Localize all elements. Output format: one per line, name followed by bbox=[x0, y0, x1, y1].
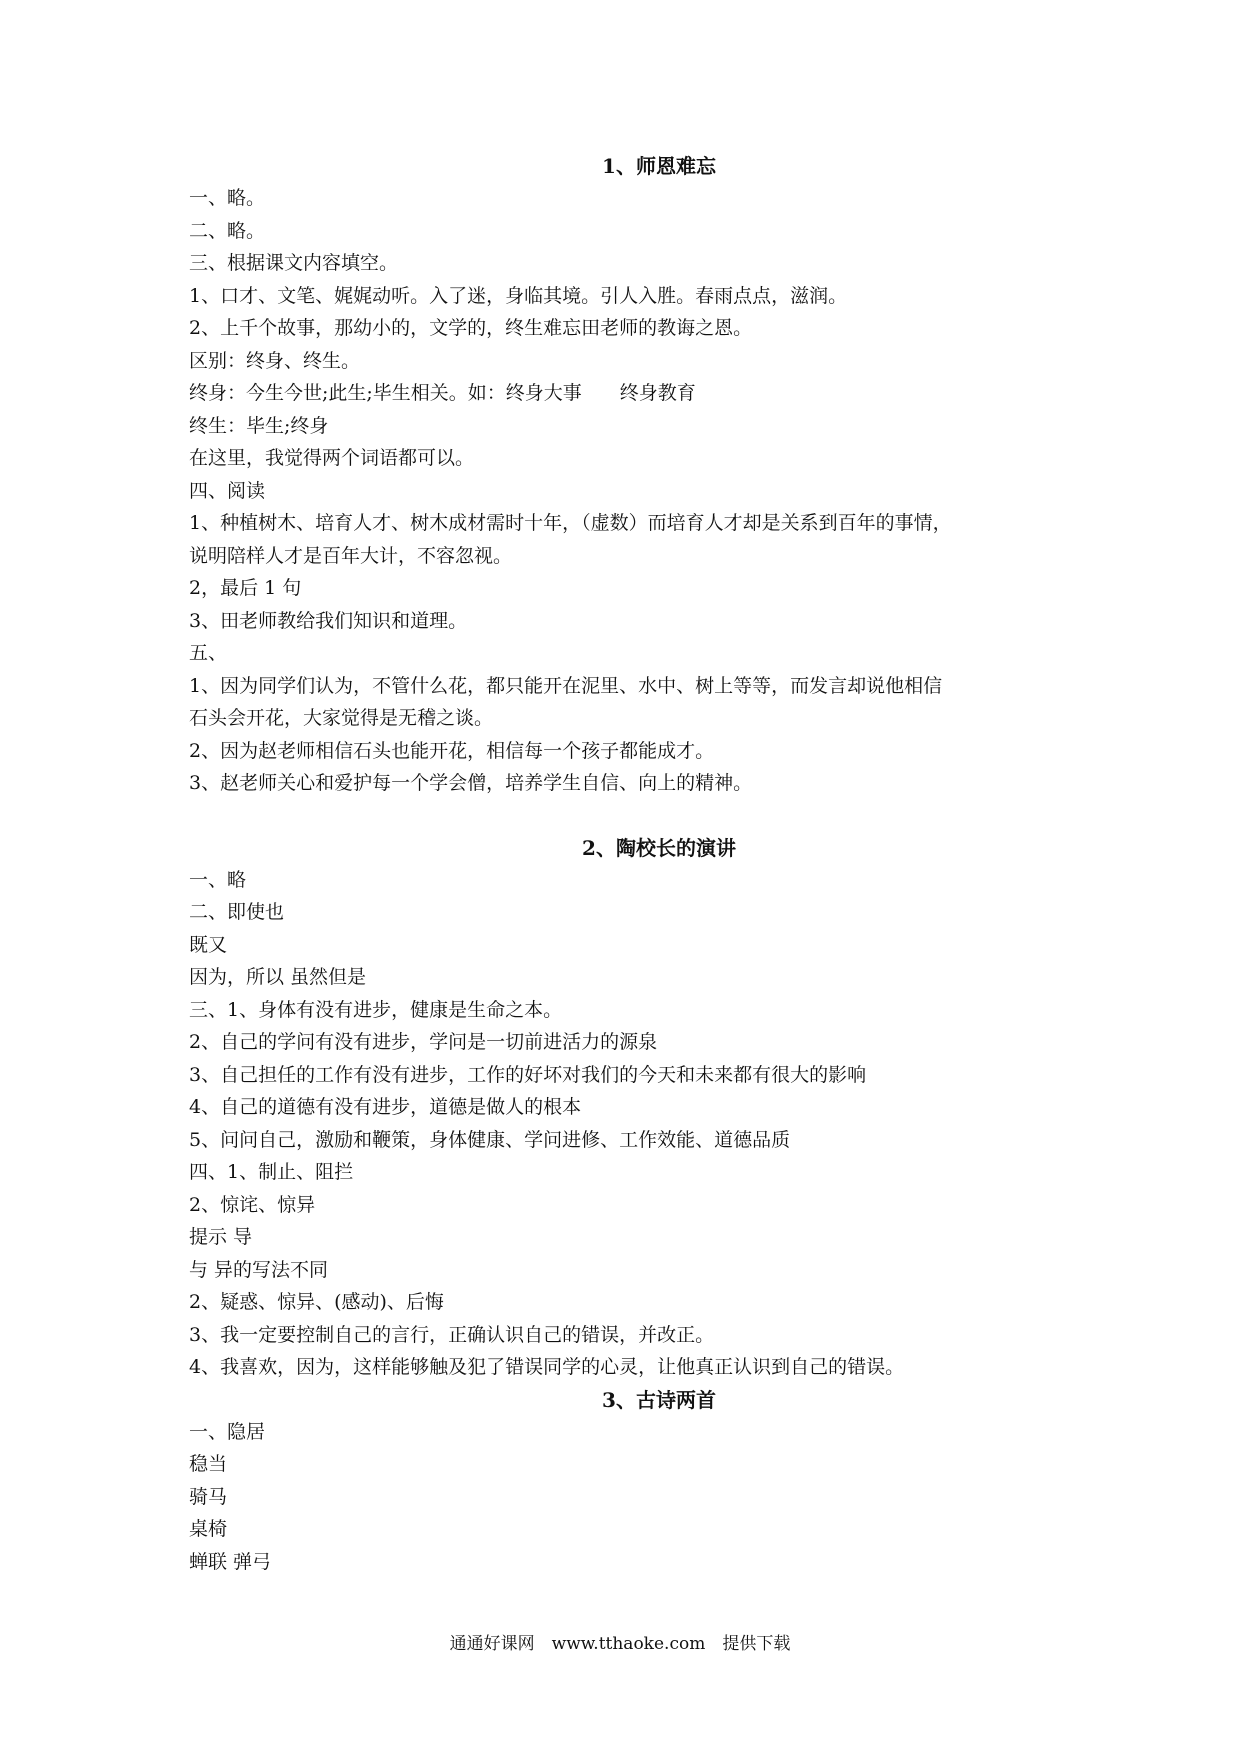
page-footer: 通通好课网 www.tthaoke.com 提供下载 bbox=[449, 1634, 791, 1654]
text-line: 三、根据课文内容填空。 bbox=[189, 252, 399, 274]
text-line: 2、因为赵老师相信石头也能开花，相信每一个孩子都能成才。 bbox=[189, 739, 715, 762]
text-line: 四、阅读 bbox=[189, 479, 266, 502]
text-line: 石头会开花，大家觉得是无稽之谈。 bbox=[189, 707, 494, 729]
text-line: 说明陪样人才是百年大计，不容忽视。 bbox=[189, 544, 513, 567]
text-line: 提示 导 bbox=[189, 1226, 253, 1248]
section-title: 1、师恩难忘 bbox=[602, 154, 716, 178]
text-line: 终生：毕生;终身 bbox=[189, 414, 329, 437]
section-spacer bbox=[189, 800, 1069, 832]
text-line: 2、上千个故事，那幼小的，文学的，终生难忘田老师的教诲之恩。 bbox=[189, 317, 753, 339]
section-title: 2、陶校长的演讲 bbox=[582, 835, 736, 860]
text-line: 4、自己的道德有没有进步，道德是做人的根本 bbox=[189, 1096, 582, 1118]
text-line: 2、自己的学问有没有进步，学问是一切前进活力的源泉 bbox=[189, 1031, 658, 1053]
text-line: 三、1、身体有没有进步，健康是生命之本。 bbox=[189, 998, 563, 1021]
text-line: 一、略 bbox=[189, 868, 247, 891]
text-line: 3、赵老师关心和爱护每一个学会僧，培养学生自信、向上的精神。 bbox=[189, 772, 753, 794]
text-line: 骑马 bbox=[189, 1485, 228, 1508]
text-line: 桌椅 bbox=[189, 1518, 228, 1540]
text-line: 3、田老师教给我们知识和道理。 bbox=[189, 609, 468, 632]
text-line: 在这里，我觉得两个词语都可以。 bbox=[189, 447, 475, 469]
text-line: 区别：终身、终生。 bbox=[189, 349, 361, 372]
text-line: 既又 bbox=[189, 933, 228, 956]
text-line: 二、即使也 bbox=[189, 901, 285, 923]
text-line: 一、隐居 bbox=[189, 1420, 266, 1443]
text-line: 1、因为同学们认为，不管什么花，都只能开在泥里、水中、树上等等，而发言却说他相信 bbox=[189, 674, 943, 697]
text-line: 2，最后 1 句 bbox=[189, 577, 302, 599]
text-line: 2、惊诧、惊异 bbox=[189, 1193, 316, 1216]
text-line: 蝉联 弹弓 bbox=[189, 1550, 272, 1573]
text-line: 稳当 bbox=[189, 1453, 228, 1475]
text-line: 1、种植树木、培育人才、树木成材需时十年，（虚数）而培育人才却是关系到百年的事情， bbox=[189, 512, 952, 534]
text-line: 1、口才、文笔、娓娓动听。入了迷，身临其境。引人入胜。春雨点点，滋润。 bbox=[189, 284, 848, 307]
text-line: 4、我喜欢，因为，这样能够触及犯了错误同学的心灵，让他真正认识到自己的错误。 bbox=[189, 1356, 905, 1378]
text-line: 3、自己担任的工作有没有进步，工作的好坏对我们的今天和未来都有很大的影响 bbox=[189, 1063, 867, 1086]
text-line: 5、问问自己，激励和鞭策，身体健康、学问进修、工作效能、道德品质 bbox=[189, 1128, 791, 1151]
document-content bbox=[189, 150, 1069, 1578]
text-line: 五、 bbox=[189, 642, 228, 664]
text-line: 与 异的写法不同 bbox=[189, 1258, 329, 1281]
section-title: 3、古诗两首 bbox=[602, 1387, 716, 1412]
text-line: 一、略。 bbox=[189, 187, 266, 209]
text-line: 因为，所以 虽然但是 bbox=[189, 966, 367, 988]
text-line: 2、疑惑、惊异、(感动)、后悔 bbox=[189, 1291, 444, 1313]
text-line: 3、我一定要控制自己的言行，正确认识自己的错误，并改正。 bbox=[189, 1323, 715, 1346]
text-line: 四、1、制止、阻拦 bbox=[189, 1161, 354, 1183]
text-line: 终身：今生今世;此生;毕生相关。如：终身大事 终身教育 bbox=[189, 382, 696, 404]
text-line: 二、略。 bbox=[189, 219, 266, 242]
